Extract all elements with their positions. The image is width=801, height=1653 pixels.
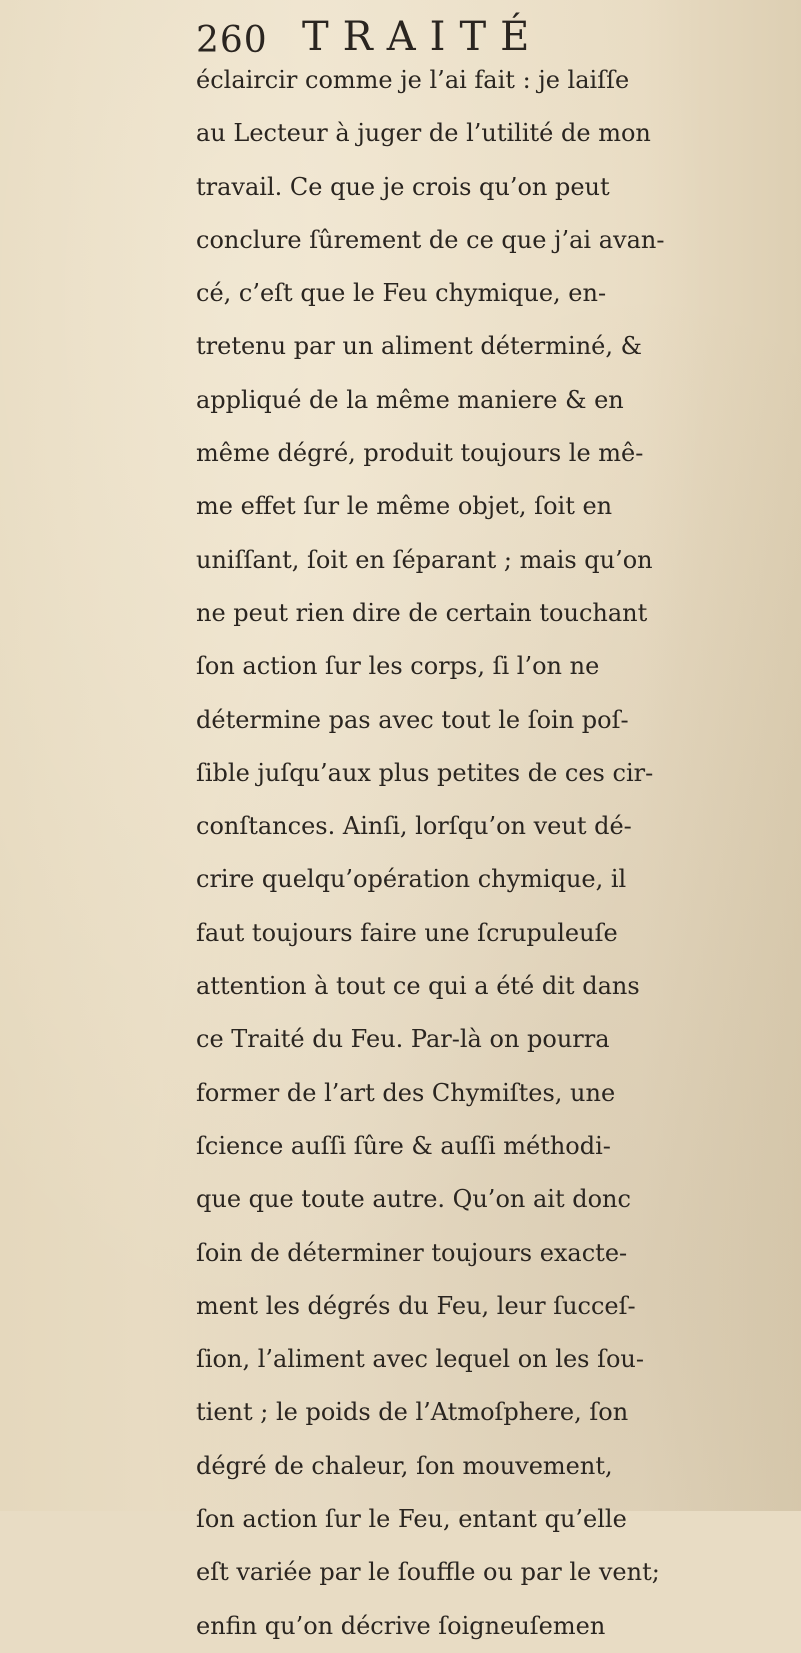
text-line: former de l’art des Chymiſtes, une — [196, 1078, 616, 1107]
text-line: ſoin de déterminer toujours exacte- — [196, 1238, 628, 1267]
text-line: détermine pas avec tout le ſoin poſ- — [196, 705, 629, 734]
text-line: cé, c’eſt que le Feu chymique, en- — [196, 279, 607, 308]
text-line: tretenu par un aliment déterminé, & — [196, 332, 642, 361]
text-line: ſcience auſſi ſûre & auſſi méthodi- — [196, 1131, 611, 1160]
text-line: ſible juſqu’aux plus petites de ces cir- — [196, 758, 654, 787]
text-line: au Lecteur à juger de l’utilité de mon — [196, 119, 651, 148]
text-line: appliqué de la même maniere & en — [196, 385, 624, 414]
text-line: ſon action ſur les corps, ſi l’on ne — [196, 652, 600, 681]
text-line: attention à tout ce qui a été dit dans — [196, 972, 640, 1001]
text-line: me effet ſur le même objet, ſoit en — [196, 492, 613, 521]
text-line: conclure ſûrement de ce que j’ai avan- — [196, 225, 665, 254]
text-line: faut toujours faire une ſcrupuleuſe — [196, 918, 618, 947]
text-line: travail. Ce que je crois qu’on peut — [196, 172, 610, 201]
text-line: ſon action ſur le Feu, entant qu’elle — [196, 1505, 627, 1534]
text-line: enfin qu’on décrive ſoigneuſemen — [196, 1611, 606, 1640]
text-line: dégré de chaleur, ſon mouvement, — [196, 1451, 613, 1480]
running-title: TRAITÉ — [302, 14, 544, 60]
text-line: ſion, l’aliment avec lequel on les ſou- — [196, 1345, 644, 1374]
text-line: eſt variée par le ſouffle ou par le vent; — [196, 1558, 660, 1587]
text-line: que que toute autre. Qu’on ait donc — [196, 1185, 631, 1214]
text-line: ment les dégrés du Feu, leur ſucceſ- — [196, 1291, 636, 1320]
page-number: 260 — [196, 20, 268, 61]
text-line: crire quelqu’opération chymique, il — [196, 865, 627, 894]
text-line: éclaircir comme je l’ai fait : je laiſſe — [196, 66, 630, 94]
text-line: même dégré, produit toujours le mê- — [196, 439, 644, 468]
text-line: uniſſant, ſoit en ſéparant ; mais qu’on — [196, 545, 653, 574]
text-line: conſtances. Ainſi, lorſqu’on veut dé- — [196, 812, 632, 841]
text-line: ne peut rien dire de certain touchant — [196, 598, 648, 627]
text-line: ce Traité du Feu. Par-là on pourra — [196, 1025, 610, 1054]
body-text — [196, 54, 796, 1653]
text-line: tient ; le poids de l’Atmoſphere, ſon — [196, 1398, 629, 1427]
